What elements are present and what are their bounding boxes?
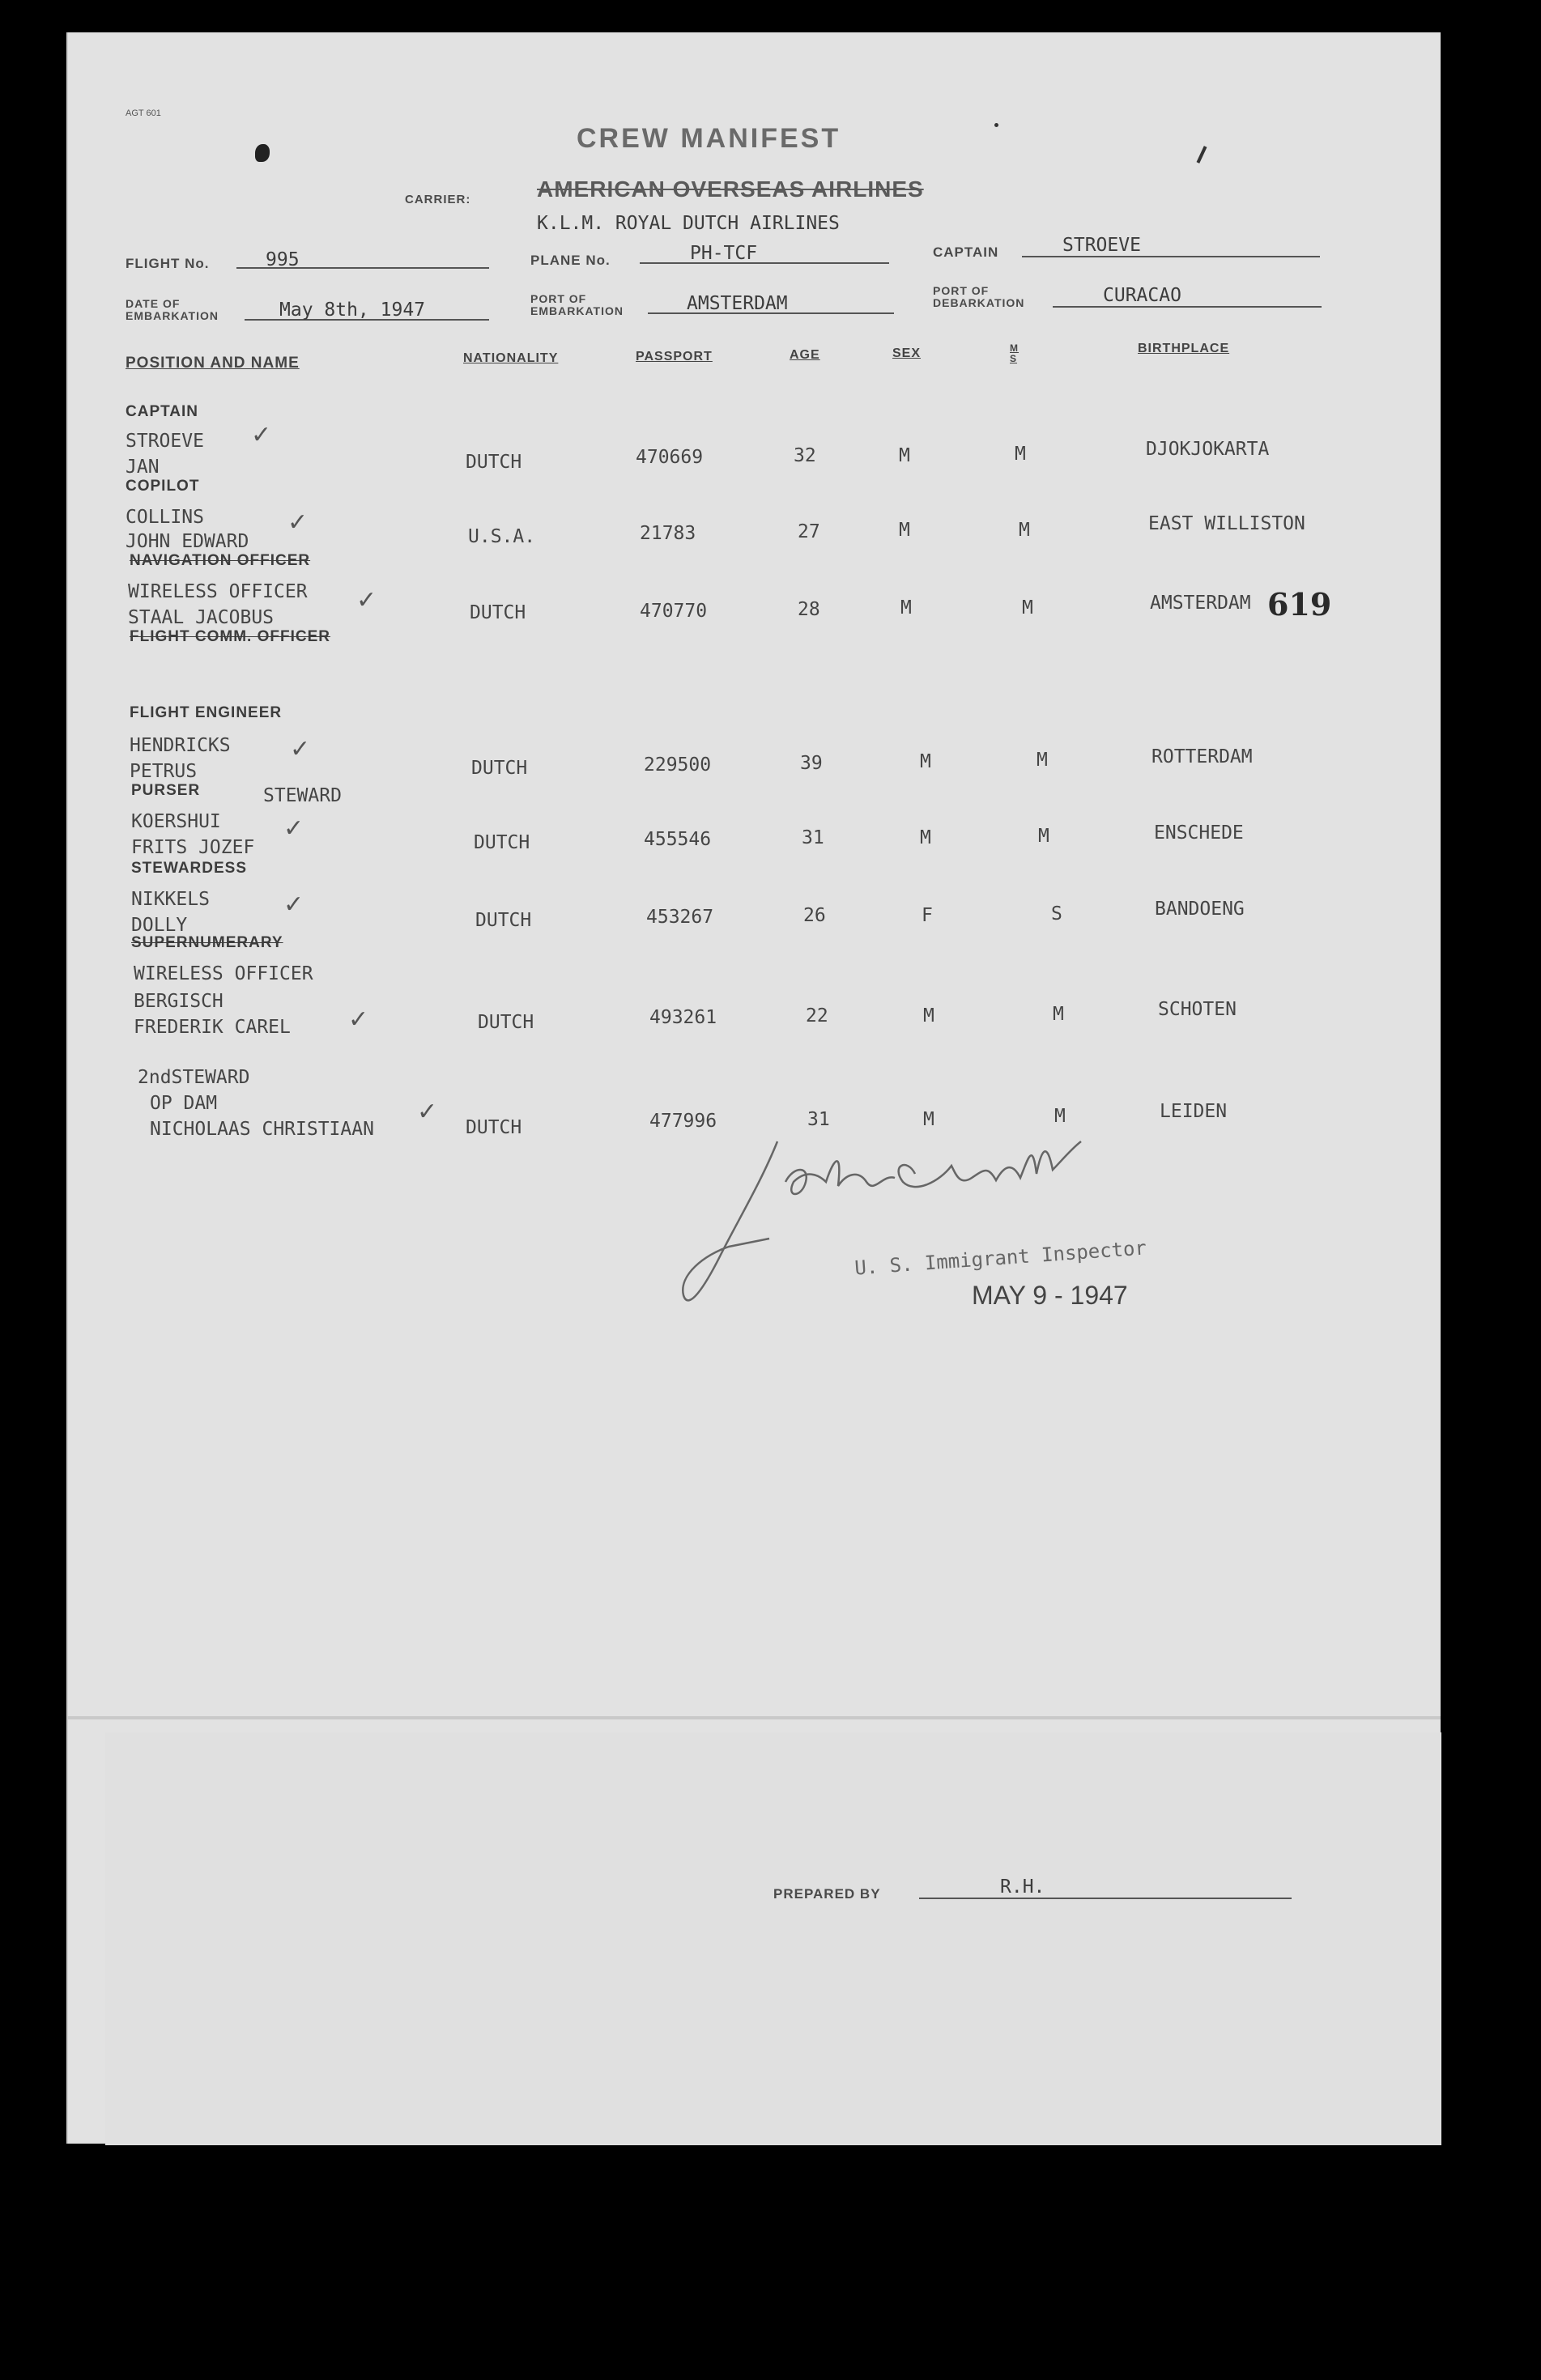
plane-no-label: PLANE No. xyxy=(530,253,611,268)
plane-no-line xyxy=(640,244,889,264)
sex-cell: M xyxy=(923,1005,934,1026)
name-line2: JOHN EDWARD xyxy=(126,531,249,552)
port-deb-label: PORT OF DEBARKATION xyxy=(933,284,1025,309)
marital-cell: M xyxy=(1037,750,1048,771)
position-flight-comm-officer: FLIGHT COMM. OFFICER xyxy=(130,628,330,645)
age-cell: 22 xyxy=(806,1005,828,1026)
nationality-cell: DUTCH xyxy=(470,602,526,623)
col-birthplace: BIRTHPLACE xyxy=(1138,342,1230,355)
supernumerary-role: WIRELESS OFFICER xyxy=(134,963,313,984)
name-line2: JAN xyxy=(126,457,160,478)
passport-cell: 21783 xyxy=(640,523,696,544)
position-supernumerary: SUPERNUMERARY xyxy=(131,934,283,951)
name-line1: KOERSHUI xyxy=(131,811,221,832)
name-line2: DOLLY xyxy=(131,915,188,936)
position-navigation-officer: NAVIGATION OFFICER xyxy=(130,552,311,569)
name-line1: NIKKELS xyxy=(131,889,210,910)
page-title: CREW MANIFEST xyxy=(577,123,841,154)
check-mark-icon: ✓ xyxy=(348,1005,369,1034)
carrier-typed: K.L.M. ROYAL DUTCH AIRLINES xyxy=(537,213,840,234)
position-stewardess: STEWARDESS xyxy=(131,860,248,877)
name-line1: OP DAM xyxy=(150,1093,218,1114)
prepared-by-value: R.H. xyxy=(1000,1876,1045,1898)
purser-steward-label: STEWARD xyxy=(263,785,342,806)
name-line2: FREDERIK CAREL xyxy=(134,1017,291,1038)
name-line2: FRITS JOZEF xyxy=(131,837,255,858)
nationality-cell: U.S.A. xyxy=(468,526,536,547)
col-passport: PASSPORT xyxy=(636,350,713,363)
check-mark-icon: ✓ xyxy=(356,586,377,614)
nationality-cell: DUTCH xyxy=(474,832,530,853)
name-line1: WIRELESS OFFICER xyxy=(128,581,308,602)
marital-cell: M xyxy=(1054,1106,1066,1127)
port-emb-value: AMSTERDAM xyxy=(687,293,788,314)
date-emb-value: May 8th, 1947 xyxy=(279,300,426,321)
passport-cell: 470669 xyxy=(636,447,704,468)
carrier-printed: AMERICAN OVERSEAS AIRLINES xyxy=(537,176,924,202)
age-cell: 31 xyxy=(807,1109,830,1130)
birthplace-cell: AMSTERDAM xyxy=(1150,593,1251,614)
page-fold xyxy=(66,1716,1441,1719)
col-age: AGE xyxy=(790,348,820,362)
col-marital: M S xyxy=(1010,342,1019,364)
carrier-label: CARRIER: xyxy=(405,193,471,206)
name-line1: STROEVE xyxy=(126,431,204,452)
check-mark-icon: ✓ xyxy=(283,814,304,843)
plane-no-value: PH-TCF xyxy=(690,243,758,264)
birthplace-cell: LEIDEN xyxy=(1160,1101,1228,1122)
birthplace-cell: DJOKJOKARTA xyxy=(1146,439,1270,460)
nationality-cell: DUTCH xyxy=(471,758,528,779)
nationality-cell: DUTCH xyxy=(478,1012,534,1033)
marital-cell: S xyxy=(1051,903,1062,924)
position-purser: PURSER xyxy=(131,782,201,799)
age-cell: 39 xyxy=(800,753,823,774)
check-mark-icon: ✓ xyxy=(287,508,309,537)
nationality-cell: DUTCH xyxy=(475,910,532,931)
flight-no-value: 995 xyxy=(266,249,300,270)
inspector-title: U. S. Immigrant Inspector xyxy=(854,1236,1147,1280)
age-cell: 32 xyxy=(794,445,816,466)
age-cell: 27 xyxy=(798,521,820,542)
marital-cell: M xyxy=(1038,826,1049,847)
page-number: 619 xyxy=(1267,586,1332,623)
sex-cell: F xyxy=(922,905,933,926)
col-sex: SEX xyxy=(892,346,922,360)
age-cell: 31 xyxy=(802,827,824,848)
port-emb-label: PORT OF EMBARKATION xyxy=(530,292,624,317)
passport-cell: 493261 xyxy=(649,1007,717,1028)
name-line2: NICHOLAAS CHRISTIAAN xyxy=(150,1119,374,1140)
name-line2: PETRUS xyxy=(130,761,198,782)
check-mark-icon: ✓ xyxy=(417,1098,438,1126)
position-copilot: COPILOT xyxy=(126,478,200,495)
sex-cell: M xyxy=(920,827,931,848)
birthplace-cell: ROTTERDAM xyxy=(1151,746,1253,767)
port-deb-line xyxy=(1053,287,1322,308)
position-flight-engineer: FLIGHT ENGINEER xyxy=(130,704,283,721)
check-mark-icon: ✓ xyxy=(283,890,304,919)
sex-cell: M xyxy=(900,597,912,618)
birthplace-cell: BANDOENG xyxy=(1155,899,1245,920)
position-2nd-steward: 2ndSTEWARD xyxy=(138,1067,250,1088)
sex-cell: M xyxy=(920,751,931,772)
passport-cell: 453267 xyxy=(646,907,714,928)
sex-cell: M xyxy=(899,520,910,541)
birthplace-cell: ENSCHEDE xyxy=(1154,822,1244,844)
ink-dot xyxy=(994,123,998,127)
name-line1: BERGISCH xyxy=(134,991,223,1012)
marital-cell: M xyxy=(1022,597,1033,618)
nationality-cell: DUTCH xyxy=(466,1117,522,1138)
sex-cell: M xyxy=(899,445,910,466)
flight-no-label: FLIGHT No. xyxy=(126,256,210,271)
col-position: POSITION AND NAME xyxy=(126,355,300,372)
birthplace-cell: SCHOTEN xyxy=(1158,999,1237,1020)
prepared-by-label: PREPARED BY xyxy=(773,1886,881,1902)
name-line1: HENDRICKS xyxy=(130,735,231,756)
name-line1: COLLINS xyxy=(126,507,204,528)
ink-blot xyxy=(255,144,270,162)
date-emb-label: DATE OF EMBARKATION xyxy=(126,297,219,322)
port-deb-value: CURACAO xyxy=(1103,285,1181,306)
passport-cell: 455546 xyxy=(644,829,712,850)
age-cell: 26 xyxy=(803,905,826,926)
captain-label: CAPTAIN xyxy=(933,244,999,260)
manifest-page-lower xyxy=(105,1732,1441,2145)
position-captain: CAPTAIN xyxy=(126,403,199,420)
sex-cell: M xyxy=(923,1109,934,1130)
marital-cell: M xyxy=(1015,444,1026,465)
form-code: AGT 601 xyxy=(126,108,161,118)
marital-cell: M xyxy=(1053,1004,1064,1025)
prepared-by-line xyxy=(919,1878,1292,1899)
marital-cell: M xyxy=(1019,520,1030,541)
passport-cell: 229500 xyxy=(644,754,712,776)
age-cell: 28 xyxy=(798,599,820,620)
captain-value: STROEVE xyxy=(1062,235,1141,256)
birthplace-cell: EAST WILLISTON xyxy=(1148,513,1305,534)
inspector-date: MAY 9 - 1947 xyxy=(972,1281,1128,1310)
passport-cell: 477996 xyxy=(649,1111,717,1132)
col-nationality: NATIONALITY xyxy=(463,351,559,365)
nationality-cell: DUTCH xyxy=(466,452,522,473)
name-line2: STAAL JACOBUS xyxy=(128,607,275,628)
check-mark-icon: ✓ xyxy=(290,735,311,763)
passport-cell: 470770 xyxy=(640,601,708,622)
check-mark-icon: ✓ xyxy=(251,421,272,449)
